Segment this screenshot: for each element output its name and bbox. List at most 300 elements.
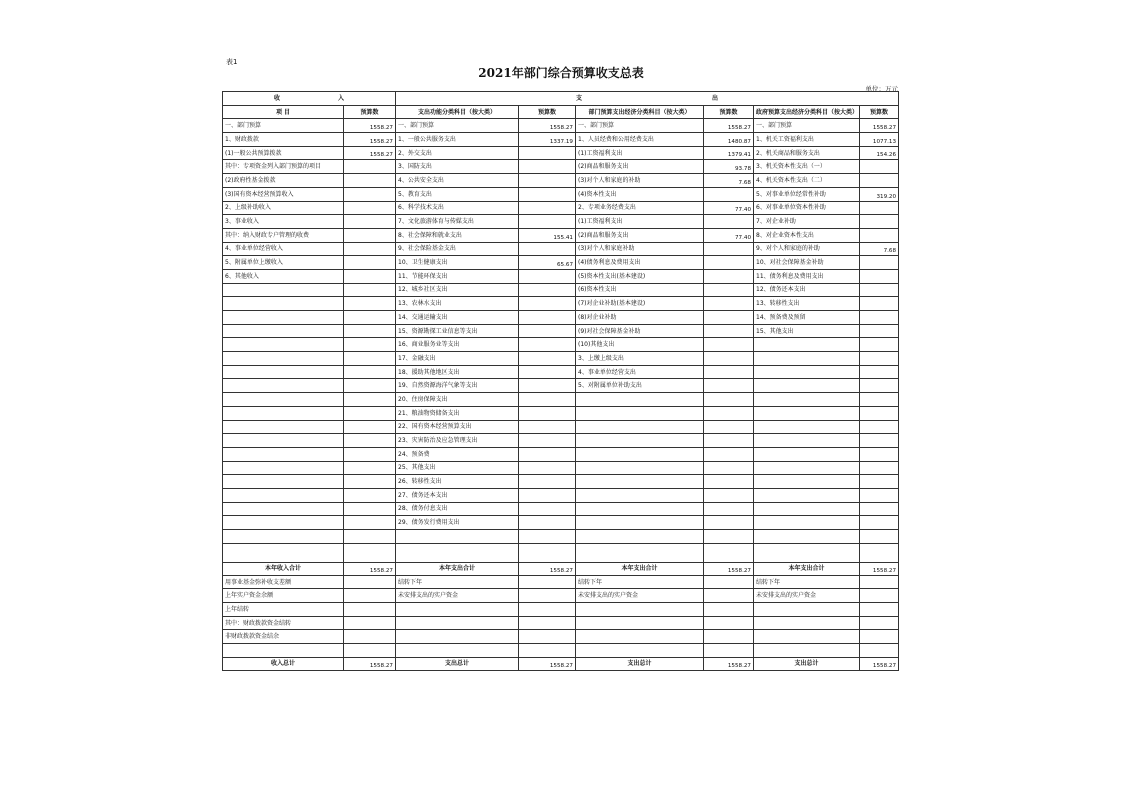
income-item-cell [223,488,344,502]
dept-econ-amount-cell [704,447,754,461]
gov-econ-amount-cell [860,616,899,630]
gov-econ-item-cell: 4、机关资本性支出（二） [754,174,860,188]
func-item-cell: 6、科学技术支出 [396,201,519,215]
dept-econ-amount-cell [704,530,754,544]
year-income-total-label: 本年收入合计 [223,562,344,575]
grand-dept-total-label: 支出总计 [576,657,704,670]
gov-econ-amount-cell [860,475,899,489]
year-income-total-value: 1558.27 [344,562,396,575]
func-amount-cell [519,575,576,589]
income-amount-cell [344,256,396,270]
gov-econ-amount-cell [860,393,899,407]
gov-econ-amount-cell [860,365,899,379]
income-item-cell: (3)国有资本经营预算收入 [223,187,344,201]
func-item-cell [396,630,519,644]
func-item-cell: 3、国防支出 [396,160,519,174]
dept-econ-amount-cell: 1379.41 [704,146,754,160]
func-item-cell: 17、金融支出 [396,352,519,366]
func-amount-cell [519,174,576,188]
dept-econ-item-cell: (10)其他支出 [576,338,704,352]
func-item-cell: 一、部门预算 [396,119,519,133]
table-row [223,283,899,297]
column-header-row [223,105,899,119]
grand-gov-total-value: 1558.27 [860,657,899,670]
table-row [223,475,899,489]
func-amount-cell [519,516,576,530]
year-gov-total-label: 本年支出合计 [754,562,860,575]
gov-econ-amount-cell [860,644,899,658]
table-row [223,603,899,617]
func-item-cell: 19、自然资源海洋气象等支出 [396,379,519,393]
func-item-cell: 21、粮油物资储备支出 [396,406,519,420]
table-row [223,365,899,379]
income-amount-cell [344,447,396,461]
income-item-cell: 一、部门预算 [223,119,344,133]
func-item-cell: 11、节能环保支出 [396,269,519,283]
income-item-cell [223,393,344,407]
dept-econ-item-cell: 1、人员经费和公用经费支出 [576,133,704,147]
gov-econ-item-cell: 5、对事业单位经常性补助 [754,187,860,201]
func-item-cell: 29、债务发行费用支出 [396,516,519,530]
gov-econ-amount-cell [860,516,899,530]
table-row [223,420,899,434]
income-amount-cell [344,269,396,283]
gov-econ-item-cell: 结转下年 [754,575,860,589]
income-item-cell [223,352,344,366]
table-row [223,187,899,201]
gov-econ-item-cell [754,406,860,420]
income-item-cell: 上年实户资金余额 [223,589,344,603]
income-amount-cell [344,187,396,201]
gov-econ-amount-cell: 319.20 [860,187,899,201]
gov-econ-amount-cell [860,352,899,366]
table-row [223,393,899,407]
func-amount-cell [519,297,576,311]
func-item-cell [396,603,519,617]
func-item-cell: 结转下年 [396,575,519,589]
income-item-cell: 非财政拨款资金结余 [223,630,344,644]
income-item-cell [223,434,344,448]
table-body [223,119,899,543]
col-header-dept-econ: 部门预算支出经济分类科目（按大类） [576,105,704,119]
gov-econ-amount-cell [860,160,899,174]
func-item-cell: 5、教育支出 [396,187,519,201]
gov-econ-item-cell: 15、其他支出 [754,324,860,338]
func-amount-cell [519,365,576,379]
table-row [223,352,899,366]
func-amount-cell [519,215,576,229]
gov-econ-amount-cell [860,201,899,215]
dept-econ-amount-cell [704,516,754,530]
page-title: 2021年部门综合预算收支总表 [478,66,644,80]
gov-econ-amount-cell [860,461,899,475]
income-amount-cell [344,283,396,297]
gov-econ-amount-cell [860,420,899,434]
income-amount-cell [344,530,396,544]
income-amount-cell [344,589,396,603]
gov-econ-item-cell: 一、部门预算 [754,119,860,133]
dept-econ-item-cell: (1)工资福利支出 [576,215,704,229]
table-number: 表1 [226,58,238,66]
income-item-cell [223,379,344,393]
table-row [223,324,899,338]
dept-econ-amount-cell [704,420,754,434]
dept-econ-item-cell: (6)资本性支出 [576,283,704,297]
year-gov-total-value: 1558.27 [860,562,899,575]
func-item-cell: 12、城乡社区支出 [396,283,519,297]
income-item-cell [223,502,344,516]
income-amount-cell [344,516,396,530]
gov-econ-amount-cell [860,256,899,270]
gov-econ-item-cell [754,475,860,489]
func-amount-cell [519,269,576,283]
dept-econ-item-cell: (9)对社会保障基金补助 [576,324,704,338]
func-amount-cell [519,393,576,407]
year-dept-total-value: 1558.27 [704,562,754,575]
table-row [223,297,899,311]
income-item-cell [223,283,344,297]
grand-income-total-value: 1558.27 [344,657,396,670]
income-amount-cell: 1558.27 [344,146,396,160]
func-item-cell: 18、援助其他地区支出 [396,365,519,379]
income-item-cell [223,311,344,325]
grand-total-row [223,657,899,670]
func-amount-cell [519,630,576,644]
dept-econ-item-cell: 2、专项业务经费支出 [576,201,704,215]
dept-econ-amount-cell: 77.40 [704,201,754,215]
income-amount-cell [344,502,396,516]
dept-econ-amount-cell [704,297,754,311]
gov-econ-amount-cell [860,406,899,420]
table-row [223,146,899,160]
func-item-cell [396,530,519,544]
table-row [223,575,899,589]
dept-econ-amount-cell [704,616,754,630]
func-amount-cell [519,502,576,516]
income-amount-cell [344,393,396,407]
gov-econ-amount-cell: 154.26 [860,146,899,160]
gov-econ-amount-cell [860,575,899,589]
func-item-cell: 24、预备费 [396,447,519,461]
income-amount-cell [344,406,396,420]
table-row [223,502,899,516]
income-amount-cell [344,160,396,174]
income-item-cell [223,420,344,434]
func-item-cell: 16、商业服务业等支出 [396,338,519,352]
func-amount-cell [519,352,576,366]
dept-econ-amount-cell [704,187,754,201]
income-amount-cell [344,215,396,229]
income-item-cell: 6、其他收入 [223,269,344,283]
gov-econ-item-cell [754,338,860,352]
func-amount-cell [519,311,576,325]
func-amount-cell: 65.67 [519,256,576,270]
income-item-cell [223,338,344,352]
table-row [223,201,899,215]
gov-econ-item-cell: 9、对个人和家庭的补助 [754,242,860,256]
table-row [223,406,899,420]
dept-econ-item-cell: (3)对个人和家庭的补助 [576,174,704,188]
dept-econ-amount-cell [704,242,754,256]
dept-econ-item-cell [576,393,704,407]
dept-econ-item-cell: (2)商品和服务支出 [576,228,704,242]
func-item-cell: 25、其他支出 [396,461,519,475]
income-amount-cell [344,379,396,393]
dept-econ-amount-cell [704,630,754,644]
income-amount-cell [344,475,396,489]
income-amount-cell [344,575,396,589]
gov-econ-item-cell [754,502,860,516]
income-amount-cell [344,311,396,325]
dept-econ-item-cell: (5)资本性支出(基本建设) [576,269,704,283]
table-row [223,160,899,174]
dept-econ-amount-cell [704,338,754,352]
income-amount-cell [344,603,396,617]
table-row [223,242,899,256]
gov-econ-amount-cell [860,297,899,311]
income-amount-cell [344,461,396,475]
col-header-amount: 预算数 [704,105,754,119]
income-amount-cell [344,228,396,242]
gov-econ-amount-cell [860,434,899,448]
unit-label: 单位：万元 [865,85,898,93]
dept-econ-item-cell: 3、上缴上级支出 [576,352,704,366]
gov-econ-amount-cell [860,603,899,617]
dept-econ-item-cell [576,475,704,489]
table-row [223,119,899,133]
func-item-cell: 28、债务付息支出 [396,502,519,516]
table-row [223,338,899,352]
income-amount-cell [344,488,396,502]
func-amount-cell [519,146,576,160]
dept-econ-amount-cell [704,406,754,420]
income-amount-cell [344,174,396,188]
func-amount-cell [519,338,576,352]
dept-econ-amount-cell: 7.68 [704,174,754,188]
dept-econ-amount-cell [704,502,754,516]
func-amount-cell: 1337.19 [519,133,576,147]
dept-econ-amount-cell [704,475,754,489]
gov-econ-item-cell [754,420,860,434]
year-total-row [223,562,899,575]
table-row [223,488,899,502]
func-item-cell: 27、债务还本支出 [396,488,519,502]
income-item-cell: 其中：纳入财政专户管理的收费 [223,228,344,242]
func-amount-cell: 1558.27 [519,119,576,133]
dept-econ-amount-cell [704,256,754,270]
income-amount-cell [344,644,396,658]
table-row [223,174,899,188]
func-item-cell: 20、住房保障支出 [396,393,519,407]
dept-econ-item-cell: 结转下年 [576,575,704,589]
col-header-amount: 预算数 [519,105,576,119]
func-amount-cell [519,488,576,502]
func-amount-cell [519,420,576,434]
income-item-cell: 4、事业单位经营收入 [223,242,344,256]
gov-econ-item-cell: 8、对企业资本性支出 [754,228,860,242]
gov-econ-amount-cell [860,488,899,502]
dept-econ-amount-cell [704,269,754,283]
income-item-cell [223,324,344,338]
income-item-cell: 2、上级补助收入 [223,201,344,215]
col-header-item: 项 目 [223,105,344,119]
income-amount-cell [344,338,396,352]
dept-econ-amount-cell [704,393,754,407]
gov-econ-amount-cell: 1558.27 [860,119,899,133]
dept-econ-amount-cell [704,434,754,448]
gov-econ-amount-cell [860,447,899,461]
func-amount-cell [519,530,576,544]
gov-econ-item-cell [754,630,860,644]
income-item-cell: 1、财政拨款 [223,133,344,147]
dept-econ-amount-cell [704,644,754,658]
func-item-cell [396,616,519,630]
dept-econ-item-cell: (2)商品和服务支出 [576,160,704,174]
table-row [223,630,899,644]
gov-econ-amount-cell [860,589,899,603]
income-amount-cell [344,242,396,256]
income-amount-cell [344,630,396,644]
func-amount-cell [519,589,576,603]
table-row [223,379,899,393]
dept-econ-item-cell [576,630,704,644]
func-amount-cell [519,201,576,215]
grand-gov-total-label: 支出总计 [754,657,860,670]
dept-econ-item-cell: 未安排支出的实户资金 [576,589,704,603]
func-item-cell: 22、国有资本经营预算支出 [396,420,519,434]
func-item-cell: 1、一般公共服务支出 [396,133,519,147]
table-row [223,644,899,658]
gov-econ-item-cell: 14、预备费及预留 [754,311,860,325]
gov-econ-item-cell: 7、对企业补助 [754,215,860,229]
grand-func-total-label: 支出总计 [396,657,519,670]
dept-econ-item-cell [576,420,704,434]
dept-econ-item-cell [576,530,704,544]
gov-econ-item-cell: 未安排支出的实户资金 [754,589,860,603]
gov-econ-amount-cell [860,311,899,325]
dept-econ-item-cell [576,644,704,658]
gov-econ-item-cell [754,488,860,502]
gov-econ-amount-cell: 7.68 [860,242,899,256]
spacer-row [223,543,899,562]
func-amount-cell [519,242,576,256]
gov-econ-amount-cell [860,324,899,338]
gov-econ-item-cell: 6、对事业单位资本性补助 [754,201,860,215]
income-item-cell: 上年结转 [223,603,344,617]
gov-econ-item-cell [754,603,860,617]
dept-econ-item-cell: (4)资本性支出 [576,187,704,201]
gov-econ-item-cell: 3、机关资本性支出（一） [754,160,860,174]
dept-econ-item-cell: (3)对个人和家庭补助 [576,242,704,256]
dept-econ-item-cell [576,502,704,516]
expense-section-header: 支 出 [396,92,899,106]
dept-econ-item-cell: (1)工资福利支出 [576,146,704,160]
col-header-amount: 预算数 [344,105,396,119]
income-item-cell [223,644,344,658]
income-item-cell [223,447,344,461]
func-amount-cell [519,379,576,393]
func-amount-cell [519,461,576,475]
gov-econ-item-cell [754,379,860,393]
income-section-header: 收 入 [223,92,396,106]
dept-econ-item-cell: 一、部门预算 [576,119,704,133]
dept-econ-amount-cell [704,365,754,379]
income-item-cell: 3、事业收入 [223,215,344,229]
gov-econ-item-cell [754,530,860,544]
dept-econ-item-cell: (8)对企业补助 [576,311,704,325]
gov-econ-item-cell [754,434,860,448]
dept-econ-item-cell: 5、对附属单位补助支出 [576,379,704,393]
func-item-cell [396,644,519,658]
table-grand-total [223,657,899,670]
dept-econ-item-cell [576,406,704,420]
dept-econ-item-cell [576,516,704,530]
income-item-cell: (1)一般公共预算拨款 [223,146,344,160]
table-row [223,269,899,283]
income-item-cell [223,406,344,420]
table-row [223,215,899,229]
gov-econ-amount-cell [860,630,899,644]
year-func-total-value: 1558.27 [519,562,576,575]
income-item-cell [223,475,344,489]
gov-econ-item-cell [754,616,860,630]
year-dept-total-label: 本年支出合计 [576,562,704,575]
gov-econ-item-cell: 13、转移性支出 [754,297,860,311]
func-item-cell: 23、灾害防治及应急管理支出 [396,434,519,448]
year-func-total-label: 本年支出合计 [396,562,519,575]
income-item-cell [223,530,344,544]
income-item-cell [223,461,344,475]
gov-econ-item-cell: 11、债务利息及费用支出 [754,269,860,283]
dept-econ-item-cell [576,461,704,475]
income-item-cell: 用事业基金弥补收支差额 [223,575,344,589]
gov-econ-amount-cell [860,228,899,242]
func-item-cell: 未安排支出的实户资金 [396,589,519,603]
income-amount-cell: 1558.27 [344,119,396,133]
gov-econ-amount-cell [860,215,899,229]
section-header-row [223,92,899,106]
col-header-func: 支出功能分类科目（按大类） [396,105,519,119]
income-item-cell [223,365,344,379]
dept-econ-amount-cell: 1558.27 [704,119,754,133]
table-row [223,530,899,544]
func-amount-cell [519,644,576,658]
gov-econ-amount-cell [860,269,899,283]
func-item-cell: 9、社会保险基金支出 [396,242,519,256]
dept-econ-amount-cell [704,379,754,393]
income-amount-cell [344,201,396,215]
dept-econ-item-cell: 4、事业单位经营支出 [576,365,704,379]
func-item-cell: 10、卫生健康支出 [396,256,519,270]
dept-econ-amount-cell [704,603,754,617]
func-item-cell: 13、农林水支出 [396,297,519,311]
gov-econ-amount-cell [860,379,899,393]
table-footer [223,543,899,575]
func-amount-cell [519,475,576,489]
gov-econ-item-cell: 12、债务还本支出 [754,283,860,297]
dept-econ-item-cell: (7)对企业补助(基本建设) [576,297,704,311]
func-amount-cell [519,447,576,461]
dept-econ-amount-cell: 77.40 [704,228,754,242]
table-row [223,447,899,461]
dept-econ-amount-cell [704,324,754,338]
dept-econ-item-cell [576,488,704,502]
func-amount-cell [519,187,576,201]
income-amount-cell [344,352,396,366]
gov-econ-amount-cell [860,530,899,544]
gov-econ-item-cell [754,447,860,461]
func-item-cell: 14、交通运输支出 [396,311,519,325]
